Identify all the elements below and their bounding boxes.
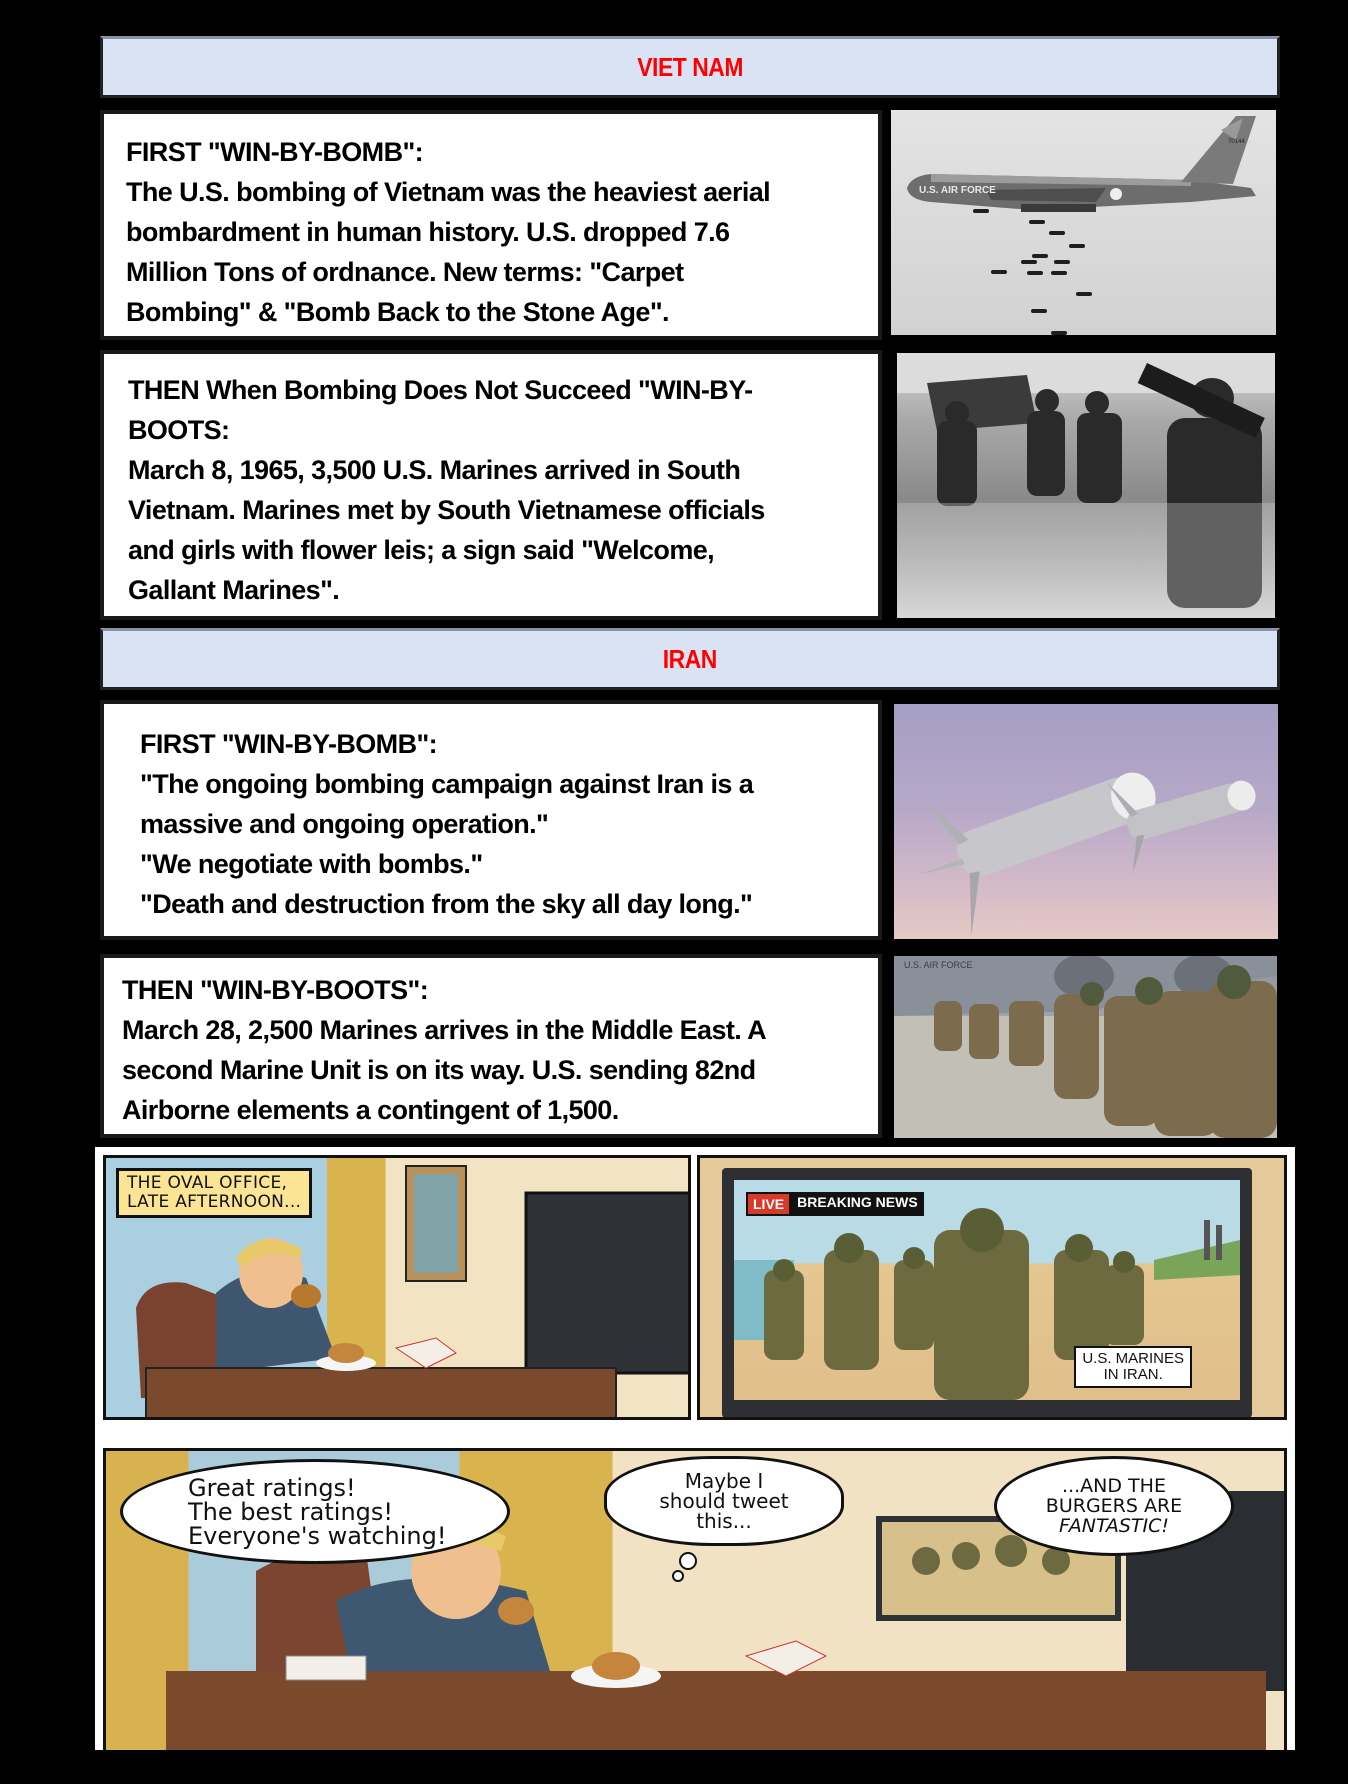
bubble-line: FANTASTIC! — [1058, 1515, 1170, 1537]
bomber-dropping-bombs-photo — [891, 110, 1276, 335]
aircraft-label: U.S. AIR FORCE — [919, 185, 996, 196]
marines-wading-ashore-photo — [897, 353, 1275, 618]
cruise-missiles-photo — [894, 704, 1278, 939]
vietnam-bomb-text-box — [100, 110, 882, 340]
comic-panel-oval-office — [103, 1155, 691, 1420]
bubble-line: Great ratings! — [188, 1473, 356, 1502]
block-heading: BOOTS: — [128, 415, 230, 445]
body-line: Airborne elements a contingent of 1,500. — [122, 1095, 619, 1125]
body-line: bombardment in human history. U.S. dropped 7.6 — [126, 217, 730, 247]
iran-bomb-text-box — [100, 700, 882, 940]
quote-line: "We negotiate with bombs." — [140, 849, 483, 879]
bubble-line: Everyone's watching! — [188, 1521, 447, 1550]
comic-panel-tv-news — [697, 1155, 1287, 1420]
tail-number: 70144 — [1228, 139, 1245, 145]
aircraft-label: U.S. AIR FORCE — [904, 960, 973, 970]
comic-strip — [95, 1147, 1295, 1750]
speech-bubble-burgers — [994, 1456, 1234, 1556]
bubble-line: ...AND THE — [1062, 1475, 1166, 1497]
caption-line: THE OVAL OFFICE, — [127, 1173, 288, 1193]
iran-boots-text-box — [100, 954, 882, 1138]
lower-third-line: U.S. MARINES — [1082, 1350, 1184, 1367]
block-heading: FIRST "WIN-BY-BOMB": — [126, 137, 424, 167]
tv-screen-bezel — [722, 1168, 1252, 1418]
bubble-line: Maybe I — [684, 1469, 764, 1493]
block-heading: THEN When Bombing Does Not Succeed "WIN-BY- — [128, 375, 753, 405]
troops-boarding-aircraft-photo — [894, 956, 1277, 1138]
body-line: Vietnam. Marines met by South Vietnamese officials — [128, 495, 765, 525]
body-line: March 8, 1965, 3,500 U.S. Marines arrived in South — [128, 455, 741, 485]
tv-screen — [734, 1180, 1240, 1400]
quote-line: "The ongoing bombing campaign against Iran is a — [140, 769, 754, 799]
news-lower-third — [1074, 1346, 1192, 1388]
breaking-news-label: BREAKING NEWS — [791, 1192, 924, 1216]
block-heading: THEN "WIN-BY-BOOTS": — [122, 975, 429, 1005]
quote-line: massive and ongoing operation." — [140, 809, 549, 839]
bubble-line: BURGERS ARE — [1045, 1495, 1183, 1517]
body-line: and girls with flower leis; a sign said "Welcome, — [128, 535, 715, 565]
lower-third-line: IN IRAN. — [1103, 1366, 1163, 1383]
comic-caption-box — [116, 1168, 312, 1218]
live-badge: LIVE — [746, 1192, 791, 1216]
section-header-vietnam — [100, 36, 1280, 98]
body-line: Gallant Marines". — [128, 575, 340, 605]
section-header-iran — [100, 628, 1280, 690]
caption-line: LATE AFTERNOON... — [127, 1192, 302, 1212]
vietnam-boots-text-box — [100, 350, 882, 620]
breaking-news-banner — [746, 1192, 924, 1216]
section-title: IRAN — [662, 643, 718, 674]
body-line: March 28, 2,500 Marines arrives in the Middle East. A — [122, 1015, 766, 1045]
bubble-line: The best ratings! — [188, 1497, 394, 1526]
body-line: The U.S. bombing of Vietnam was the heaviest aerial — [126, 177, 771, 207]
speech-bubble-ratings — [120, 1459, 510, 1564]
bubble-line: should tweet — [659, 1489, 789, 1513]
body-line: Million Tons of ordnance. New terms: "Carpet — [126, 257, 684, 287]
body-line: second Marine Unit is on its way. U.S. sending 82nd — [122, 1055, 756, 1085]
section-title: VIET NAM — [637, 51, 743, 82]
quote-line: "Death and destruction from the sky all day long." — [140, 889, 753, 919]
body-line: Bombing" & "Bomb Back to the Stone Age". — [126, 297, 669, 327]
comic-panel-reaction — [103, 1448, 1287, 1750]
bubble-line: this... — [696, 1509, 752, 1533]
thought-bubble-tweet — [604, 1456, 844, 1546]
block-heading: FIRST "WIN-BY-BOMB": — [140, 729, 438, 759]
